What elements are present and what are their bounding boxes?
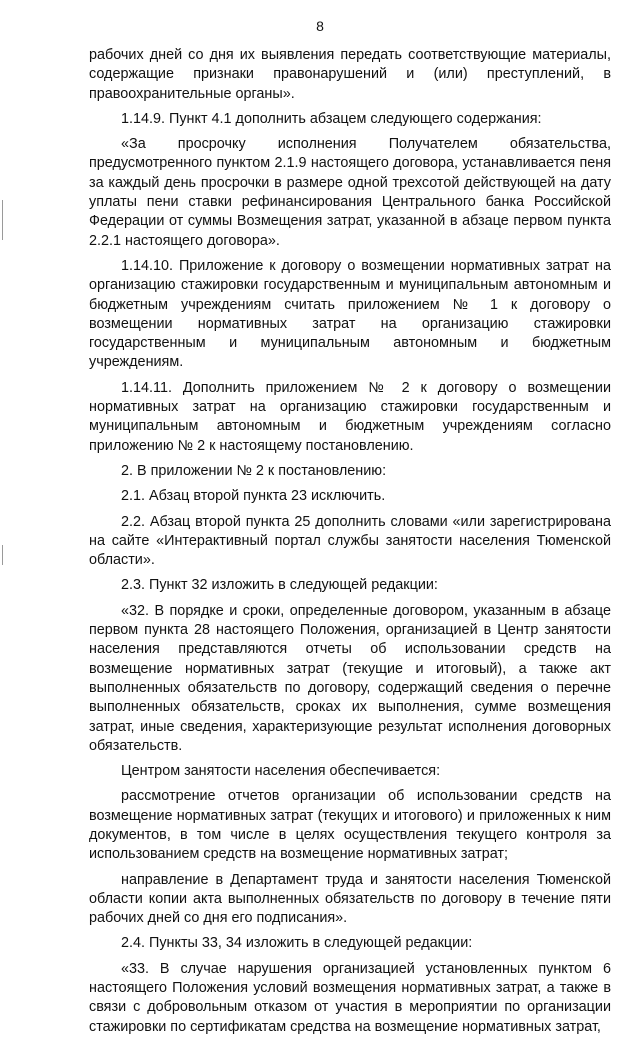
paragraph: 2.4. Пункты 33, 34 изложить в следующей редакции: [121,935,473,952]
paragraph: Центром занятости населения обеспечивается: [121,763,441,780]
paragraph: рабочих дней со дня их выявления передать соответствующие материалы, содержащие признаки правонарушений и (или) преступлений, в правоохранительные органы». [89,47,611,102]
paragraph: 2.2. Абзац второй пункта 25 дополнить словами «или зарегистрирована на сайте «Интерактивный портал службы занятости населения Тюменской области». [89,513,611,569]
paragraph: «32. В порядке и сроки, определенные договором, указанным в абзаце первом пункта 28 настоящего Положения, организацией в Центр занятости населения представляются отчеты об использовании средств на возмещение нормативных затрат (текущие и итоговый), а также акт выполненных обязательств по договору, содержащий сведения о перечне выполненных обязательств, сроках их выполнения, сумме возмещения затрат, иные сведения, характеризующие результат исполнения договорных обязательств. [89,602,611,754]
paragraph: 1.14.9. Пункт 4.1 дополнить абзацем следующего содержания: [121,110,542,127]
paragraph: «33. В случае нарушения организацией установленных пунктом 6 настоящего Положения условий возмещения нормативных затрат, а также в связи с добровольным отказом от участия в мероприятии по организации стажировки по сертификатам средства на возмещение нормативных затрат, [89,960,611,1035]
paragraph: направление в Департамент труда и занятости населения Тюменской области копии акта выполненных обязательств по договору в течение пяти рабочих дней со дня его подписания». [89,871,611,927]
document-body [89,46,611,1041]
paragraph: 1.14.11. Дополнить приложением № 2 к договору о возмещении нормативных затрат на организацию стажировки государственным и муниципальным автономным и бюджетным учреждениям согласно приложению № 2 к настоящему постановлению. [89,379,611,454]
page-number: 8 [316,18,324,34]
margin-mark [2,200,3,240]
paragraph: 2.3. Пункт 32 изложить в следующей редакции: [121,577,438,594]
margin-mark [2,545,3,565]
paragraph: «За просрочку исполнения Получателем обязательства, предусмотренного пунктом 2.1.9 настоящего договора, устанавливается пеня за каждый день просрочки в размере одной трехсотой действующей на дату уплаты пени ставки рефинансирования Центрального банка Российской Федерации от суммы Возмещения затрат, указанной в абзаце первом пункта 2.2.1 настоящего договора». [89,136,611,249]
paragraph: рассмотрение отчетов организации об использовании средств на возмещение нормативных затрат (текущих и итогового) и приложенных к ним документов, в том числе в целях осуществления текущего контроля за использованием средств на возмещение нормативных затрат; [89,788,611,863]
paragraph: 1.14.10. Приложение к договору о возмещении нормативных затрат на организацию стажировки государственным и муниципальным автономным и бюджетным учреждениям считать приложением № 1 к договору о возмещении нормативных затрат на организацию стажировки государственным и муниципальным автономным и бюджетным учреждениям. [89,257,611,371]
paragraph: 2.1. Абзац второй пункта 23 исключить. [121,488,386,505]
paragraph: 2. В приложении № 2 к постановлению: [121,462,387,479]
